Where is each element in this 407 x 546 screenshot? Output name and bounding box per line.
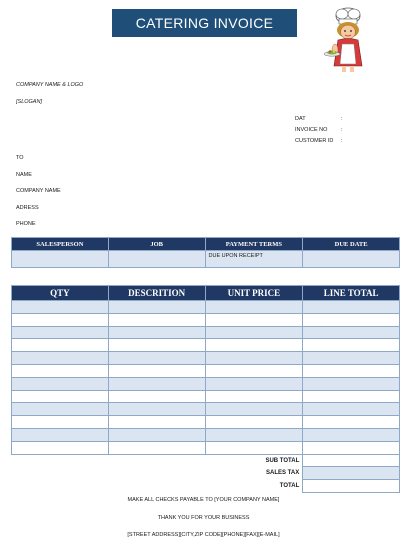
qty-cell[interactable] — [12, 352, 109, 365]
table-row — [12, 313, 400, 326]
company-name-logo: COMPANY NAME & LOGO — [16, 82, 84, 88]
job-cell[interactable] — [108, 251, 205, 268]
items-table — [11, 285, 400, 493]
qty-cell[interactable] — [12, 364, 109, 377]
unit-price-cell[interactable] — [205, 416, 303, 429]
salesperson-cell[interactable] — [12, 251, 109, 268]
unit-price-header: UNIT PRICE — [205, 286, 303, 301]
line-total-cell[interactable] — [303, 441, 400, 454]
subtotal-label: SUB TOTAL — [12, 454, 303, 467]
unit-price-cell[interactable] — [205, 364, 303, 377]
slogan: [SLOGAN] — [16, 99, 42, 105]
qty-cell[interactable] — [12, 416, 109, 429]
line-total-cell[interactable] — [303, 326, 400, 339]
unit-price-cell[interactable] — [205, 301, 303, 314]
salesperson-header: SALESPERSON — [12, 238, 109, 251]
due-date-header: DUE DATE — [303, 238, 400, 251]
line-total-cell[interactable] — [303, 428, 400, 441]
table-row — [12, 390, 400, 403]
date-colon: : — [341, 116, 343, 122]
qty-cell[interactable] — [12, 301, 109, 314]
name-label: NAME — [16, 172, 32, 178]
description-header: DESCRITION — [108, 286, 205, 301]
description-cell[interactable] — [108, 416, 205, 429]
table-row — [12, 377, 400, 390]
line-total-cell[interactable] — [303, 377, 400, 390]
line-total-cell[interactable] — [303, 352, 400, 365]
qty-cell[interactable] — [12, 313, 109, 326]
address-label: ADRESS — [16, 205, 39, 211]
date-row — [295, 116, 343, 122]
table-row — [12, 352, 400, 365]
description-cell[interactable] — [108, 390, 205, 403]
description-cell[interactable] — [108, 441, 205, 454]
description-cell[interactable] — [108, 301, 205, 314]
description-cell[interactable] — [108, 364, 205, 377]
total-value[interactable] — [303, 480, 400, 493]
qty-cell[interactable] — [12, 377, 109, 390]
checks-payable-line: MAKE ALL CHECKS PAYABLE TO [YOUR COMPANY NAME] — [127, 497, 280, 503]
line-total-cell[interactable] — [303, 403, 400, 416]
qty-cell[interactable] — [12, 441, 109, 454]
total-label: TOTAL — [12, 480, 303, 493]
unit-price-cell[interactable] — [205, 339, 303, 352]
line-total-cell[interactable] — [303, 313, 400, 326]
unit-price-cell[interactable] — [205, 377, 303, 390]
qty-cell[interactable] — [12, 326, 109, 339]
payment-terms-cell[interactable]: DUE UPON RECEIPT — [205, 251, 303, 268]
unit-price-cell[interactable] — [205, 403, 303, 416]
customer-id-colon: : — [341, 138, 343, 144]
qty-cell[interactable] — [12, 339, 109, 352]
sales-tax-label: SALES TAX — [12, 467, 303, 480]
qty-header: QTY — [12, 286, 109, 301]
line-total-cell[interactable] — [303, 339, 400, 352]
table-row — [12, 428, 400, 441]
sales-tax-value[interactable] — [303, 467, 400, 480]
qty-cell[interactable] — [12, 428, 109, 441]
subtotal-value[interactable] — [303, 454, 400, 467]
description-cell[interactable] — [108, 339, 205, 352]
to-label: TO — [16, 155, 24, 161]
info-table — [11, 237, 400, 268]
job-header: JOB — [108, 238, 205, 251]
line-total-cell[interactable] — [303, 416, 400, 429]
description-cell[interactable] — [108, 313, 205, 326]
description-cell[interactable] — [108, 428, 205, 441]
table-row — [12, 301, 400, 314]
line-total-header: LINE TOTAL — [303, 286, 400, 301]
address-footer-line: [STREET ADDRESS][CITY,ZIP CODE][PHONE][FAX][E-MAIL] — [127, 532, 280, 538]
chef-illustration-icon — [318, 6, 378, 74]
invoice-title: CATERING INVOICE — [112, 9, 297, 37]
description-cell[interactable] — [108, 377, 205, 390]
qty-cell[interactable] — [12, 390, 109, 403]
line-total-cell[interactable] — [303, 390, 400, 403]
company-name-label: COMPANY NAME — [16, 188, 61, 194]
table-row — [12, 326, 400, 339]
table-row — [12, 364, 400, 377]
unit-price-cell[interactable] — [205, 428, 303, 441]
table-row — [12, 441, 400, 454]
unit-price-cell[interactable] — [205, 441, 303, 454]
customer-id-row — [295, 138, 343, 144]
qty-cell[interactable] — [12, 403, 109, 416]
description-cell[interactable] — [108, 352, 205, 365]
thank-you-line: THANK YOU FOR YOUR BUSINESS — [157, 515, 250, 521]
line-total-cell[interactable] — [303, 364, 400, 377]
phone-label: PHONE — [16, 221, 36, 227]
unit-price-cell[interactable] — [205, 390, 303, 403]
description-cell[interactable] — [108, 326, 205, 339]
unit-price-cell[interactable] — [205, 352, 303, 365]
due-date-cell[interactable] — [303, 251, 400, 268]
date-label: DAT — [295, 116, 306, 122]
invoice-no-row — [295, 127, 343, 133]
description-cell[interactable] — [108, 403, 205, 416]
table-row — [12, 403, 400, 416]
table-row — [12, 339, 400, 352]
table-row — [12, 416, 400, 429]
invoice-no-label: INVOICE NO — [295, 127, 328, 133]
unit-price-cell[interactable] — [205, 313, 303, 326]
line-total-cell[interactable] — [303, 301, 400, 314]
invoice-no-colon: : — [341, 127, 343, 133]
unit-price-cell[interactable] — [205, 326, 303, 339]
payment-terms-header: PAYMENT TERMS — [205, 238, 303, 251]
customer-id-label: CUSTOMER ID — [295, 138, 334, 144]
